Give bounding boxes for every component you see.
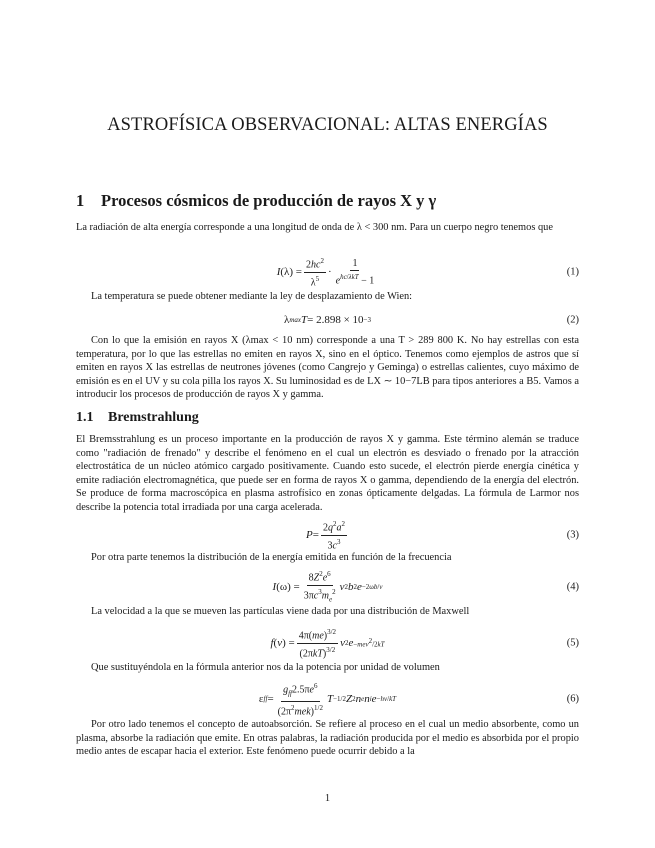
paragraph-blackbody: La radiación de alta energía corresponde a una longitud de onda de λ < 300 nm. Para un cuerpo negro tenemos que	[76, 222, 553, 233]
equation-number-6: (6)	[566, 693, 579, 705]
equation-planck	[76, 257, 579, 287]
paragraph-xray-emission: Con lo que la emisión en rayos X (λmax < 10 nm) corresponde a una T > 289 800 K. No hay estrellas con esta temperatura, por lo que las estrellas no emiten en rayos X, sino en el óptico. Tenemos como ejemplos de astros que sí emiten en rayos X las estrellas de neutrones jóvenes (como Cangrejo y Geminga) o estrellas calientes, cuyo máximo de emisión es en el UV y su cola pilla los rayos X. Su luminosidad es de LX ∼ 10−7LB para tipos anteriores a B5. Vamos a introducir los procesos de producción de rayos X y gamma.	[76, 335, 579, 401]
section-heading	[76, 191, 436, 211]
section-title: Procesos cósmicos de producción de rayos X y γ	[101, 191, 437, 210]
paragraph-frequency-distribution: Por otra parte tenemos la distribución de la energía emitida en función de la frecuencia	[91, 552, 452, 563]
section-number: 1	[76, 191, 85, 210]
subsection-number: 1.1	[76, 410, 94, 425]
equation-maxwell-formula: f ( v ) = $\frac{4\pi(me)^{3/2}}{(2\pi kT)^{3/2}}$ v 2 e −mev$^2$/2kT	[270, 628, 385, 659]
page-number: 1	[324, 793, 331, 804]
equation-larmor	[76, 518, 579, 552]
equation-wien-formula: λ max T = 2.898 × 10 −3	[283, 314, 371, 326]
equation-number-4: (4)	[566, 581, 579, 593]
equation-number-5: (5)	[566, 637, 579, 649]
equation-emissivity-formula: ε ff = $\frac{g_{ff}2.5\pi e^6}{(2\pi^2mek)^{1/2}}$ T −1/2 Z 2 n e n i e −hν/kT	[258, 682, 397, 717]
equation-number-3: (3)	[566, 529, 579, 541]
document-title: ASTROFÍSICA OBSERVACIONAL: ALTAS ENERGÍAS	[107, 115, 548, 135]
paragraph-wien: La temperatura se puede obtener mediante la ley de desplazamiento de Wien:	[91, 291, 413, 302]
equation-maxwell	[76, 626, 579, 660]
subsection-title: Bremstrahlung	[108, 410, 199, 425]
equation-emissivity	[76, 682, 579, 716]
equation-energy-frequency	[76, 570, 579, 604]
equation-wien	[76, 307, 579, 333]
equation-number-1: (1)	[566, 266, 579, 278]
equation-energy-frequency-formula: I (ω) = $\frac{8Z^2e^6}{3\pi c^3m_e^2}$ v 2 b 2 e −2ωb/v	[272, 570, 383, 603]
equation-larmor-formula: P = $\frac{2q^2a^2}{3c^3}$	[306, 520, 345, 551]
paragraph-maxwell: La velocidad a la que se mueven las partículas viene dada por una distribución de Maxwell	[91, 606, 470, 617]
equation-planck-formula: I (λ) = $\frac{2hc^2}{\lambda^5}$ · $\frac{1}{e^{hc/\lambda kT} - 1}$	[276, 257, 375, 288]
paragraph-power-volume: Que sustituyéndola en la fórmula anterior nos da la potencia por unidad de volumen	[91, 662, 440, 673]
equation-number-2: (2)	[566, 314, 579, 326]
subsection-heading	[76, 410, 199, 426]
paragraph-bremsstrahlung: El Bremsstrahlung es un proceso importante en la producción de rayos X y gamma. Este término alemán se traduce como "radiación de frenado" y describe el fenómeno en el cual un electrón es desviado o frenado por la atracción electrostática de un núcleo atómico cargado positivamente. Cuando esto sucede, el electrón pierde energía cinética y emite radiación electromagnética, que puede ser en forma de rayos X o gamma, dependiendo de la energía del electrón. Se produce de forma macroscópica en plasma astrofísico en zonas ópticamente delgadas. La fórmula de Larmor nos describe la potencia total irradiada por una carga acelerada.	[76, 434, 579, 513]
paragraph-autoabsorption: Por otro lado tenemos el concepto de autoabsorción. Se refiere al proceso en el cual un medio absorbente, como un plasma, absorbe la radiación que emite. En otras palabras, la radiación producida por el medio es absorbida por el propio medio antes de escapar hacia el exterior. Este fenómeno puede ocurrir debido a la	[76, 719, 579, 758]
